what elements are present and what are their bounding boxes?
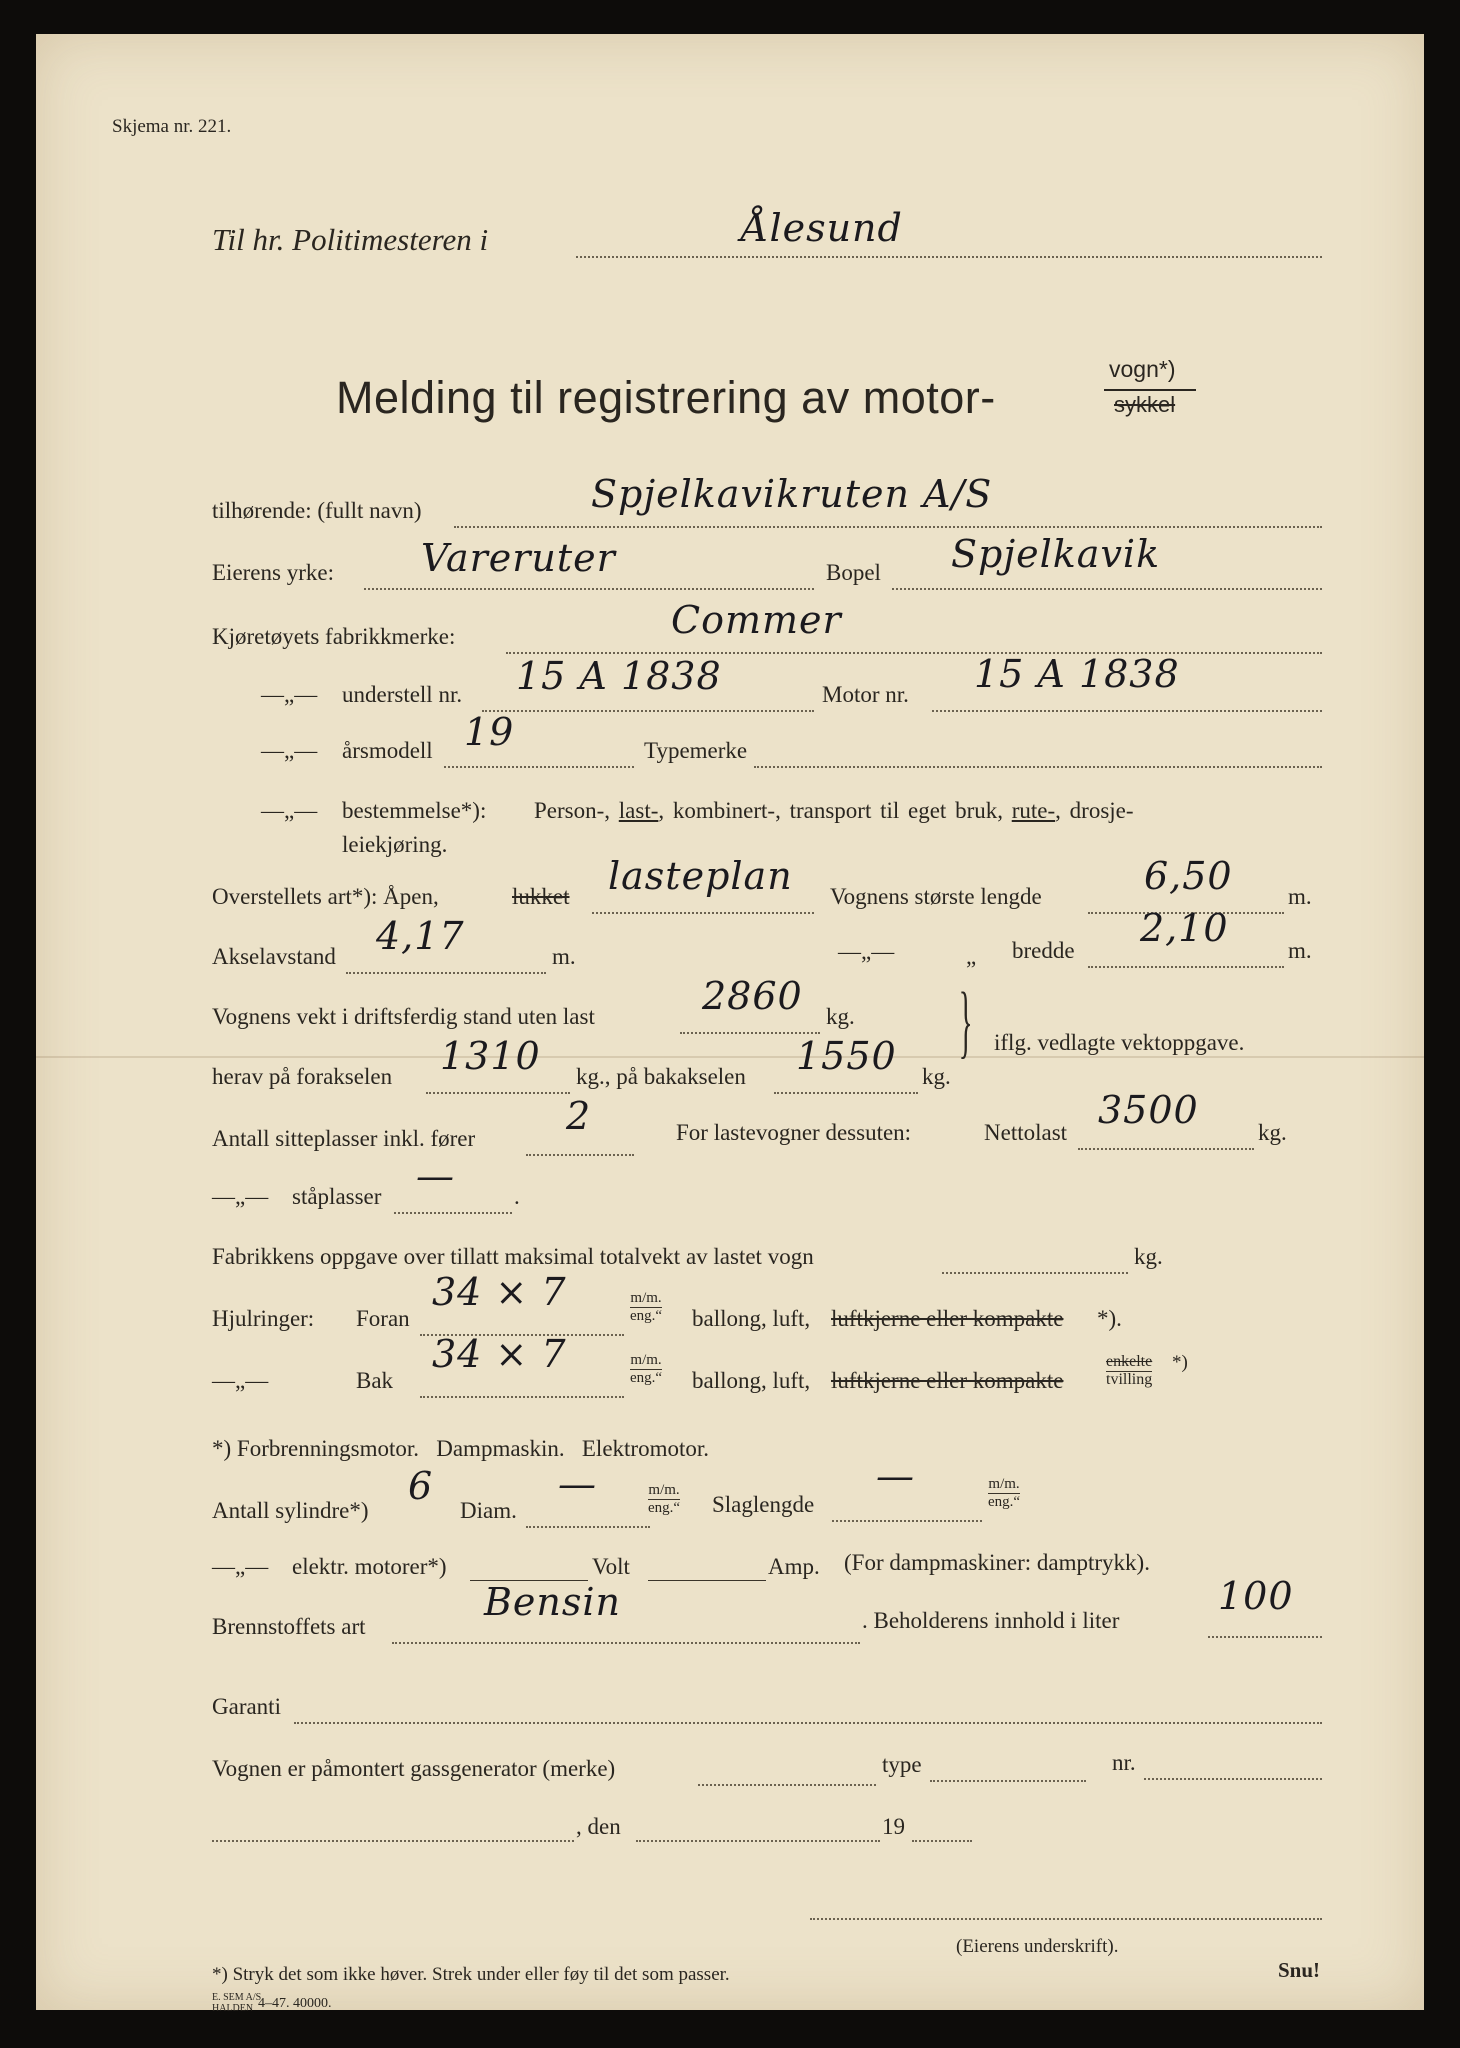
- addressee-label: Til hr. Politimesteren i: [212, 222, 489, 257]
- tank-value: 100: [1218, 1574, 1294, 1618]
- fold-line: [36, 1056, 1424, 1058]
- residence-line: [892, 588, 1322, 590]
- netload-unit: kg.: [1258, 1120, 1287, 1145]
- purpose-rute: rute-: [1011, 798, 1056, 823]
- gasgen-type-label: type: [882, 1752, 922, 1777]
- gasgen-nr-label: nr.: [1112, 1750, 1136, 1775]
- engine-types: *) Forbrenningsmotor. Dampmaskin. Elektromotor.: [212, 1436, 710, 1461]
- tires-rear-label: Bak: [356, 1368, 394, 1393]
- date-line: [636, 1840, 880, 1842]
- seats-line: [526, 1154, 634, 1156]
- form-title: Melding til registrering av motor-: [336, 372, 996, 423]
- tires-front-label: Foran: [356, 1306, 410, 1331]
- title-option-sykkel: sykkel: [1114, 392, 1176, 417]
- chassis-line: [482, 710, 814, 712]
- body-type-value: lasteplan: [608, 854, 793, 898]
- occupation-line: [364, 588, 814, 590]
- purpose-line2: leiekjøring.: [342, 832, 448, 857]
- width-label: bredde: [1012, 938, 1075, 963]
- ditto-mark: —„—: [261, 738, 318, 763]
- length-value: 6,50: [1144, 854, 1233, 898]
- printer-code: 4–47. 40000.: [258, 1996, 332, 2011]
- ditto-mark: —„—: [212, 1554, 269, 1579]
- width-ditto: —„—: [838, 939, 895, 964]
- owner-name-value: Spjelkavikruten A/S: [591, 472, 993, 516]
- tires-label: Hjulringer:: [212, 1306, 315, 1331]
- axle-line: [346, 972, 546, 974]
- gasgen-make-line: [698, 1784, 876, 1786]
- width-quote: „: [966, 944, 977, 969]
- width-unit: m.: [1288, 938, 1312, 963]
- title-option-vogn: vogn*): [1109, 356, 1176, 382]
- curb-weight-label: Vognens vekt i driftsferdig stand uten last: [212, 1004, 595, 1029]
- fuel-label: Brennstoffets art: [212, 1614, 366, 1639]
- gasgen-label: Vognen er påmontert gassgenerator (merke): [212, 1756, 616, 1781]
- width-line: [1088, 966, 1284, 968]
- motor-line: [932, 710, 1322, 712]
- steam-note: (For dampmaskiner: damptrykk).: [844, 1550, 1150, 1575]
- electric-motors-label: elektr. motorer*): [292, 1554, 447, 1579]
- stroke-line: [832, 1520, 982, 1522]
- front-axle-label: herav på forakselen: [212, 1064, 393, 1089]
- stroke-label: Slaglengde: [712, 1492, 815, 1517]
- ditto-mark: —„—: [212, 1184, 269, 1209]
- standing-label: ståplasser: [292, 1184, 382, 1209]
- type-line: [754, 766, 1322, 768]
- year-line: [912, 1840, 972, 1842]
- motor-label: Motor nr.: [822, 682, 909, 707]
- netload-value: 3500: [1098, 1088, 1199, 1132]
- tank-label: . Beholderens innhold i liter: [862, 1608, 1120, 1633]
- title-fraction-bar: [1104, 389, 1196, 391]
- chassis-value: 15 A 1838: [516, 654, 722, 698]
- purpose-options: [534, 798, 1134, 824]
- purpose-label: bestemmelse*):: [342, 798, 487, 823]
- cylinders-value: 6: [408, 1464, 434, 1508]
- fuel-value: Bensin: [484, 1580, 622, 1624]
- amp-label: Amp.: [768, 1554, 820, 1579]
- length-label: Vognens største lengde: [830, 884, 1042, 909]
- purpose-kombinert: , kombinert-, transport til eget bruk,: [658, 798, 1003, 823]
- purpose-last: last-: [618, 798, 659, 823]
- seats-value: 2: [566, 1094, 592, 1138]
- body-type-closed: lukket: [512, 884, 570, 909]
- front-axle-value: 1310: [440, 1034, 541, 1078]
- standing-line: [394, 1212, 512, 1214]
- ditto-mark: —„—: [261, 798, 318, 823]
- addressee-line: [576, 256, 1322, 258]
- tires-rear-value: 34 × 7: [432, 1332, 567, 1376]
- ditto-mark: —„—: [261, 682, 318, 707]
- tires-front-value: 34 × 7: [432, 1270, 567, 1314]
- axle-value: 4,17: [376, 914, 465, 958]
- truck-label: For lastevogner dessuten:: [676, 1120, 912, 1145]
- chassis-label: understell nr.: [342, 682, 463, 707]
- front-axle-line: [426, 1092, 570, 1094]
- rear-axle-unit: kg.: [922, 1064, 951, 1089]
- max-weight-unit: kg.: [1134, 1244, 1163, 1269]
- tires-front-options-struck: luftkjerne eller kompakte: [831, 1306, 1064, 1331]
- owner-name-line: [454, 526, 1322, 528]
- width-value: 2,10: [1140, 906, 1229, 950]
- length-unit: m.: [1288, 884, 1312, 909]
- rear-axle-line: [774, 1092, 918, 1094]
- gasgen-nr-line: [1144, 1778, 1322, 1780]
- axle-unit: m.: [552, 944, 576, 969]
- printer-mark: E. SEM A/S HALDEN: [212, 1992, 262, 2014]
- occupation-value: Vareruter: [421, 536, 616, 580]
- axle-label: Akselavstand: [212, 944, 336, 969]
- motor-value: 15 A 1838: [974, 652, 1180, 696]
- residence-value: Spjelkavik: [951, 532, 1161, 576]
- max-weight-line: [942, 1272, 1128, 1274]
- model-year-line: [444, 766, 634, 768]
- cylinders-label: Antall sylindre*): [212, 1498, 369, 1523]
- form-page: [36, 34, 1424, 2014]
- gasgen-type-line: [930, 1780, 1086, 1782]
- place-line: [212, 1840, 574, 1842]
- diam-unit: m/m. eng.“: [648, 1482, 681, 1516]
- residence-label: Bopel: [826, 560, 881, 585]
- rear-axle-value: 1550: [796, 1034, 897, 1078]
- schema-number: Skjema nr. 221.: [112, 116, 232, 137]
- weight-brace: }: [958, 975, 973, 1066]
- seats-label: Antall sitteplasser inkl. fører: [212, 1126, 476, 1151]
- tires-front-options: ballong, luft,: [692, 1306, 811, 1331]
- model-year-label: årsmodell: [342, 738, 433, 763]
- owner-name-label: tilhørende: (fullt navn): [212, 498, 422, 523]
- tires-front-unit: m/m. eng.“: [630, 1290, 663, 1324]
- body-type-label: Overstellets art*): Åpen,: [212, 884, 439, 909]
- diam-label: Diam.: [460, 1498, 517, 1523]
- rear-axle-label: kg., på bakakselen: [576, 1064, 746, 1089]
- signature-line: [810, 1918, 1322, 1920]
- diam-line: [526, 1526, 650, 1528]
- purpose-drosje: , drosje-: [1055, 798, 1134, 823]
- type-label: Typemerke: [644, 738, 748, 763]
- date-den: , den: [576, 1814, 621, 1839]
- volt-label: Volt: [592, 1554, 630, 1579]
- max-weight-label: Fabrikkens oppgave over tillatt maksimal totalvekt av lastet vogn: [212, 1244, 814, 1269]
- standing-period: .: [514, 1184, 520, 1209]
- tires-rear-single-twin: enkelte tvilling: [1106, 1353, 1153, 1388]
- tires-rear-options: ballong, luft,: [692, 1368, 811, 1393]
- tank-line: [1208, 1636, 1322, 1638]
- body-type-line: [592, 912, 814, 914]
- fuel-line: [392, 1642, 860, 1644]
- netload-label: Nettolast: [984, 1120, 1068, 1145]
- diam-value: —: [558, 1462, 597, 1506]
- make-label: Kjøretøyets fabrikkmerke:: [212, 624, 456, 649]
- date-year: 19: [882, 1814, 905, 1839]
- purpose-person: Person-,: [534, 798, 611, 823]
- make-value: Commer: [671, 598, 842, 642]
- netload-line: [1078, 1148, 1254, 1150]
- tires-rear-suffix: *): [1172, 1352, 1188, 1373]
- tires-rear-unit: m/m. eng.“: [630, 1352, 663, 1386]
- weight-note: iflg. vedlagte vektoppgave.: [994, 1030, 1245, 1055]
- standing-value: —: [416, 1154, 455, 1198]
- stroke-value: —: [876, 1454, 915, 1498]
- curb-weight-value: 2860: [702, 974, 803, 1018]
- volt-line: [648, 1580, 766, 1581]
- occupation-label: Eierens yrke:: [212, 560, 334, 585]
- tires-rear-line: [420, 1396, 624, 1398]
- turn-over: Snu!: [1278, 1958, 1321, 1982]
- guarantee-label: Garanti: [212, 1694, 281, 1719]
- tires-front-suffix: *).: [1097, 1306, 1122, 1331]
- model-year-value: 19: [464, 710, 515, 754]
- footer-note: *) Stryk det som ikke høver. Strek under eller føy til det som passer.: [212, 1964, 730, 1985]
- curb-weight-unit: kg.: [826, 1004, 855, 1029]
- tires-rear-options-struck: luftkjerne eller kompakte: [831, 1368, 1064, 1393]
- ditto-mark: —„—: [212, 1368, 269, 1393]
- signature-label: (Eierens underskrift).: [956, 1936, 1119, 1957]
- guarantee-line: [294, 1722, 1322, 1724]
- stroke-unit: m/m. eng.“: [988, 1476, 1021, 1510]
- addressee-value: Ålesund: [741, 206, 903, 250]
